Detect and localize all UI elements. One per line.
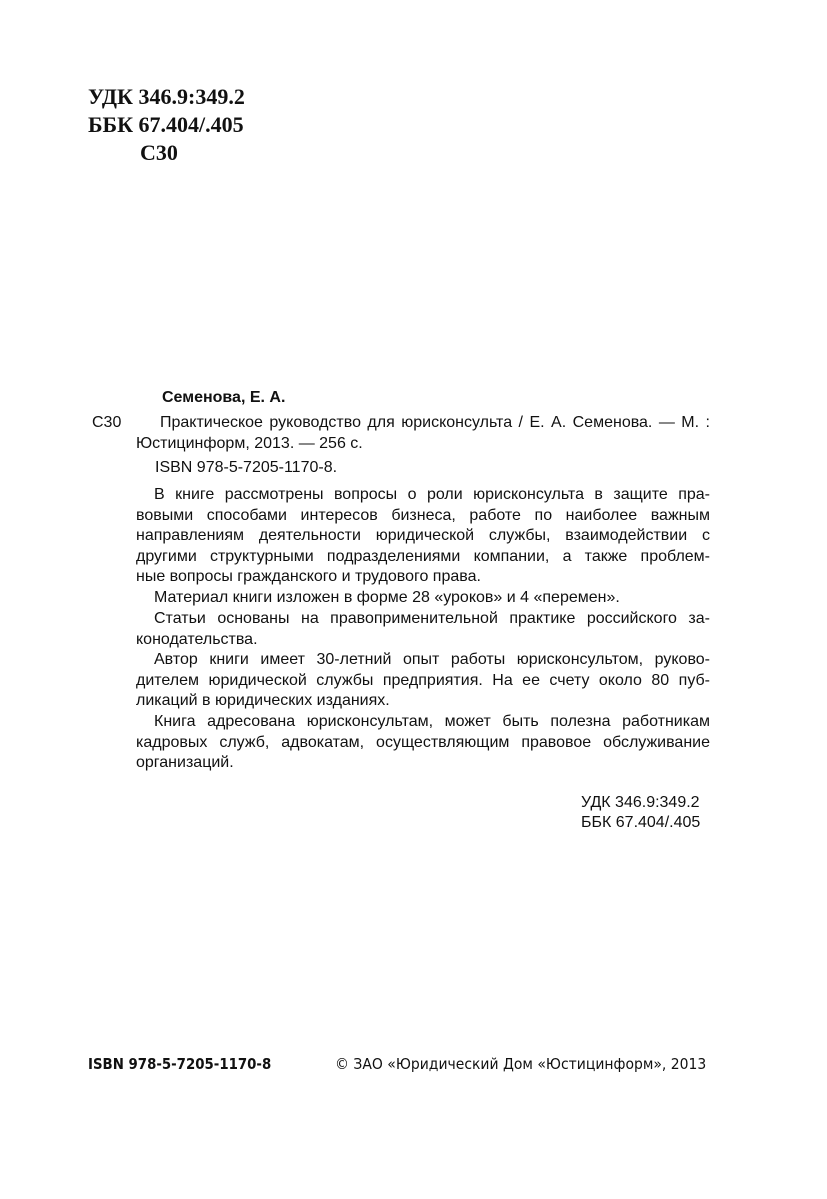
isbn-entry: ISBN 978-5-7205-1170-8.: [155, 459, 338, 476]
udk-code: УДК 346.9:349.2: [88, 84, 245, 109]
annotation-line: другими структурными подразделениями компании, а также проблем-: [136, 547, 710, 565]
bbk-code-bottom: ББК 67.404/.405: [581, 814, 701, 831]
annotation-line: направлениям деятельности юридической службы, взаимодействии с: [136, 527, 710, 545]
author-sign: С30: [140, 140, 178, 165]
annotation-paragraph-4: [136, 650, 710, 712]
annotation-line: В книге рассмотрены вопросы о роли юрисконсульта в защите пра-: [154, 486, 710, 503]
annotation-line: Книга адресована юрисконсультам, может быть полезна работникам: [154, 713, 710, 730]
title-line-2: Юстицинформ, 2013. — 256 с.: [136, 435, 363, 452]
title-line-1: [160, 413, 710, 434]
annotation-line: вовыми способами интересов бизнеса, работе по наиболее важным: [136, 506, 710, 524]
annotation-paragraph-2: [136, 588, 710, 609]
annotation-line: ликаций в юридических изданиях.: [136, 692, 390, 710]
annotation-paragraph-1: [136, 485, 710, 588]
annotation-line: кадровых служб, адвокатам, осуществляющим правовое обслуживание: [136, 733, 710, 751]
annotation-paragraph-5: [136, 712, 710, 774]
annotation-line: Автор книги имеет 30-летний опыт работы юрисконсультом, руково-: [154, 651, 710, 668]
author-heading: Семенова, Е. А.: [162, 389, 286, 406]
bbk-code: ББК 67.404/.405: [88, 112, 244, 137]
footer-isbn: ISBN 978-5-7205-1170-8: [88, 1055, 272, 1073]
annotation-line: организаций.: [136, 754, 234, 772]
annotation-line: ные вопросы гражданского и трудового права.: [136, 568, 481, 586]
annotation-line: Материал книги изложен в форме 28 «уроков» и 4 «перемен».: [154, 589, 620, 606]
udk-code-bottom: УДК 346.9:349.2: [581, 794, 700, 811]
title-text-1: Практическое руководство для юрисконсульта / Е. А. Семенова. — М. :: [160, 414, 710, 431]
annotation-paragraph-3: [136, 609, 710, 650]
shelf-code: С30: [92, 414, 122, 431]
annotation-line: дителем юридической службы предприятия. На ее счету около 80 пуб-: [136, 671, 710, 689]
annotation-line: конодательства.: [136, 630, 258, 648]
copyright-notice: © ЗАО «Юридический Дом «Юстицинформ», 2013: [335, 1055, 707, 1073]
annotation-line: Статьи основаны на правоприменительной практике российского за-: [154, 610, 710, 627]
